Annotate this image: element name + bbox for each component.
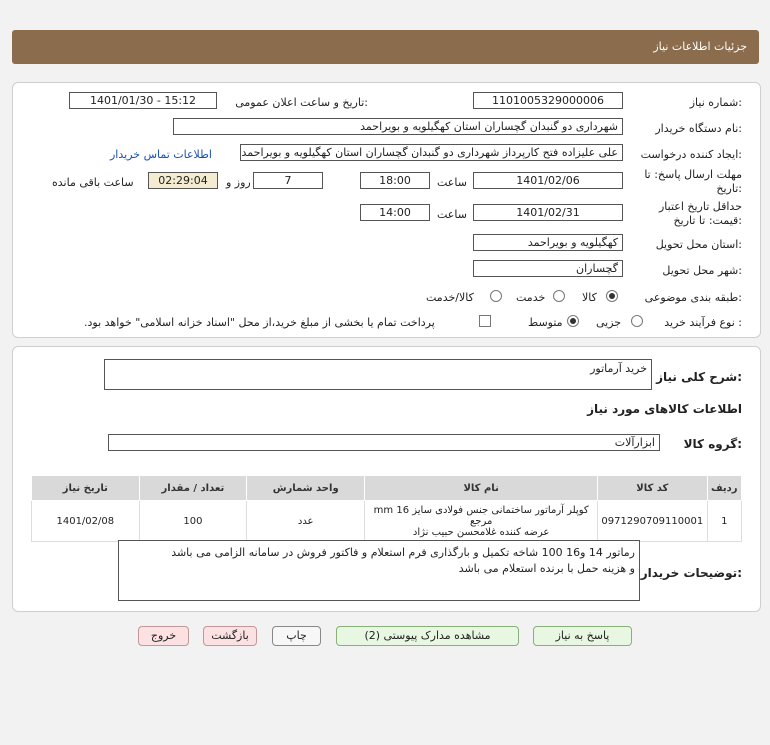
city-label: شهر محل تحویل:: [662, 264, 742, 277]
group-field: ابزارآلات: [108, 434, 660, 451]
notes-line1: رماتور 14 و16 100 شاخه تکمیل و بارگذاری فرم استعلام و فاکتور فروش در سامانه الزامی می باشد: [171, 546, 635, 559]
category-option-both: کالا/خدمت: [426, 291, 474, 304]
announce-label: تاریخ و ساعت اعلان عمومی:: [235, 96, 368, 109]
category-option-goods: کالا: [582, 291, 597, 304]
validity-label-2: قیمت: تا تاریخ:: [673, 214, 742, 227]
treasury-checkbox[interactable]: [479, 315, 491, 327]
cell-name: [365, 501, 598, 542]
deadline-label-1: مهلت ارسال پاسخ: تا: [644, 168, 742, 181]
deadline-time-field: 18:00: [360, 172, 430, 189]
creator-field: علی علیزاده فتح کارپرداز شهرداری دو گنبدان گچساران استان کهگیلویه و بویراحمد: [240, 144, 623, 161]
summary-label: شرح کلی نیاز:: [656, 370, 742, 384]
cell-qty: 100: [139, 501, 247, 542]
category-option-service: خدمت: [516, 291, 546, 304]
announce-field: 1401/01/30 - 15:12: [69, 92, 217, 109]
creator-label: ایجاد کننده درخواست:: [640, 148, 742, 161]
process-radio-minor[interactable]: [631, 315, 643, 327]
need-number-label: شماره نیاز:: [689, 96, 742, 109]
goods-info-title: اطلاعات کالاهای مورد نیاز: [587, 402, 742, 416]
page-header: [12, 30, 759, 64]
page-title: جزئیات اطلاعات نیاز: [653, 40, 747, 53]
col-code: کد کالا: [598, 476, 707, 501]
buyer-org-field: شهرداری دو گنبدان گچساران استان کهگیلویه و بویراحمد: [173, 118, 623, 135]
contact-buyer-link[interactable]: اطلاعات تماس خریدار: [110, 148, 212, 161]
cell-date: 1401/02/08: [32, 501, 140, 542]
process-option-minor: جزیی: [596, 316, 622, 329]
cell-row: 1: [707, 501, 741, 542]
col-name: نام کالا: [365, 476, 598, 501]
buyer-org-label: نام دستگاه خریدار:: [655, 122, 742, 135]
validity-label-1: حداقل تاریخ اعتبار: [658, 200, 742, 213]
back-button[interactable]: بازگشت: [203, 626, 257, 646]
process-label: نوع فرآیند خرید :: [664, 316, 742, 329]
deadline-date-field: 1401/02/06: [473, 172, 623, 189]
attachments-button[interactable]: مشاهده مدارک پیوستی (2): [336, 626, 519, 646]
goods-table: [31, 475, 742, 542]
notes-field: [118, 540, 640, 601]
col-row: ردیف: [707, 476, 741, 501]
remaining-time-field: 02:29:04: [148, 172, 218, 189]
validity-time-field: 14:00: [360, 204, 430, 221]
notes-line2: و هزینه حمل با برنده استعلام می باشد: [458, 562, 635, 575]
deadline-label-2: تاریخ:: [716, 182, 742, 195]
payment-note: پرداخت تمام یا بخشی از مبلغ خرید،از محل "اسناد خزانه اسلامی" خواهد بود.: [84, 316, 435, 329]
reply-button[interactable]: پاسخ به نیاز: [533, 626, 632, 646]
process-radio-medium[interactable]: [567, 315, 579, 327]
category-radio-goods[interactable]: [606, 290, 618, 302]
validity-time-label: ساعت: [437, 208, 467, 221]
cell-code: 0971290709110001: [598, 501, 707, 542]
col-unit: واحد شمارش: [247, 476, 365, 501]
remaining-label: ساعت باقی مانده: [52, 176, 134, 189]
deadline-time-label: ساعت: [437, 176, 467, 189]
exit-button[interactable]: خروج: [138, 626, 189, 646]
days-label: روز و: [226, 176, 251, 189]
category-label: طبقه بندی موضوعی:: [644, 291, 742, 304]
cell-name-line1: کوپلر آرماتور ساختمانی جنس فولادی سایز mm 16 مرجع: [373, 504, 589, 527]
summary-field: خرید آرماتور: [104, 359, 652, 390]
cell-unit: عدد: [247, 501, 365, 542]
validity-date-field: 1401/02/31: [473, 204, 623, 221]
category-radio-both[interactable]: [490, 290, 502, 302]
days-field: 7: [253, 172, 323, 189]
group-label: گروه کالا:: [683, 437, 742, 451]
notes-label: توضیحات خریدار:: [640, 566, 742, 580]
province-field: کهگیلویه و بویراحمد: [473, 234, 623, 251]
category-radio-service[interactable]: [553, 290, 565, 302]
city-field: گچساران: [473, 260, 623, 277]
col-date: تاریخ نیاز: [32, 476, 140, 501]
province-label: استان محل تحویل:: [655, 238, 742, 251]
col-qty: تعداد / مقدار: [139, 476, 247, 501]
table-row: [32, 501, 742, 542]
print-button[interactable]: چاپ: [272, 626, 321, 646]
table-header-row: [32, 476, 742, 501]
need-number-field: 1101005329000006: [473, 92, 623, 109]
cell-name-line2: عرضه کننده غلامحسن حبیب نژاد: [412, 526, 550, 538]
process-option-medium: متوسط: [528, 316, 563, 329]
